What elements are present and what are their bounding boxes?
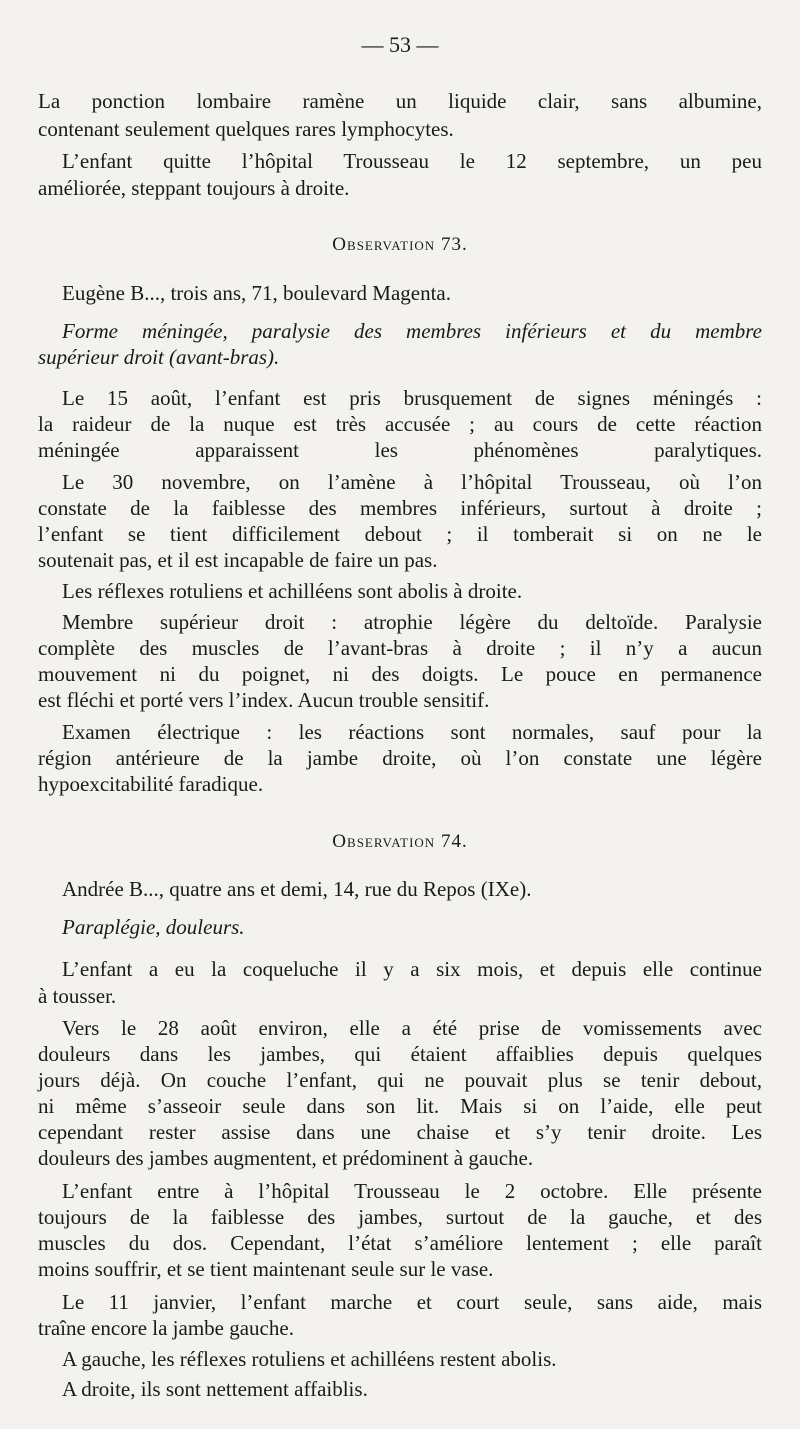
observation-heading: Observation 73. — [332, 234, 468, 255]
text-line: L’enfant quitte l’hôpital Trousseau le 12 septembre, un peu — [62, 149, 762, 173]
text-line: moins souffrir, et se tient maintenant seule sur le vase. — [38, 1257, 494, 1281]
text-line: L’enfant a eu la coqueluche il y a six mois, et depuis elle continue — [62, 957, 762, 981]
text-line: contenant seulement quelques rares lymphocytes. — [38, 117, 454, 141]
text-line: mouvement ni du poignet, ni des doigts. Le pouce en permanence — [38, 662, 762, 686]
text-line: hypoexcitabilité faradique. — [38, 772, 264, 796]
text-line: à tousser. — [38, 984, 117, 1008]
text-line: ni même s’asseoir seule dans son lit. Mais si on l’aide, elle peut — [38, 1094, 762, 1118]
patient-line: Andrée B..., quatre ans et demi, 14, rue du Repos (IXe). — [62, 877, 532, 901]
text-line: toujours de la faiblesse des jambes, surtout de la gauche, et des — [38, 1205, 762, 1229]
diagnosis-line: Forme méningée, paralysie des membres inférieurs et du membre — [62, 319, 762, 343]
text-line: douleurs des jambes augmentent, et prédominent à gauche. — [38, 1146, 534, 1170]
diagnosis-line: Paraplégie, douleurs. — [62, 915, 245, 939]
diagnosis-line: supérieur droit (avant-bras). — [38, 345, 280, 369]
text-line: A droite, ils sont nettement affaiblis. — [62, 1377, 368, 1401]
text-line: soutenait pas, et il est incapable de faire un pas. — [38, 548, 438, 572]
text-line: Le 30 novembre, on l’amène à l’hôpital Trousseau, où l’on — [62, 470, 762, 494]
text-line: muscles du dos. Cependant, l’état s’améliore lentement ; elle paraît — [38, 1231, 762, 1255]
text-line: constate de la faiblesse des membres inférieurs, surtout à droite ; — [38, 496, 762, 520]
patient-line: Eugène B..., trois ans, 71, boulevard Magenta. — [62, 281, 451, 305]
text-line: L’enfant entre à l’hôpital Trousseau le 2 octobre. Elle présente — [62, 1179, 762, 1203]
text-line: l’enfant se tient difficilement debout ; il tomberait si on ne le — [38, 522, 762, 546]
text-line: La ponction lombaire ramène un liquide clair, sans albumine, — [38, 89, 762, 113]
page-number: — 53 — — [361, 32, 439, 57]
text-line: jours déjà. On couche l’enfant, qui ne pouvait plus se tenir debout, — [38, 1068, 762, 1092]
text-line: région antérieure de la jambe droite, où l’on constate une légère — [38, 746, 762, 770]
text-line: Les réflexes rotuliens et achilléens sont abolis à droite. — [62, 579, 523, 603]
text-line: est fléchi et porté vers l’index. Aucun trouble sensitif. — [38, 688, 490, 712]
observation-heading: Observation 74. — [332, 831, 468, 852]
text-line: douleurs dans les jambes, qui étaient affaiblies depuis quelques — [38, 1042, 762, 1066]
text-line: améliorée, steppant toujours à droite. — [38, 176, 350, 200]
text-line: A gauche, les réflexes rotuliens et achilléens restent abolis. — [62, 1347, 557, 1371]
text-line: la raideur de la nuque est très accusée ; au cours de cette réaction — [38, 412, 762, 436]
text-line: Membre supérieur droit : atrophie légère du deltoïde. Paralysie — [62, 610, 762, 634]
text-line: Vers le 28 août environ, elle a été prise de vomissements avec — [62, 1016, 762, 1040]
text-line: Le 11 janvier, l’enfant marche et court seule, sans aide, mais — [62, 1290, 762, 1314]
text-line: complète des muscles de l’avant-bras à droite ; il n’y a aucun — [38, 636, 762, 660]
text-line: méningée apparaissent les phénomènes paralytiques. — [38, 438, 762, 462]
text-line: cependant rester assise dans une chaise et s’y tenir droite. Les — [38, 1120, 762, 1144]
text-line: Examen électrique : les réactions sont normales, sauf pour la — [62, 720, 762, 744]
text-line: traîne encore la jambe gauche. — [38, 1316, 294, 1340]
text-line: Le 15 août, l’enfant est pris brusquement de signes méningés : — [62, 386, 762, 410]
